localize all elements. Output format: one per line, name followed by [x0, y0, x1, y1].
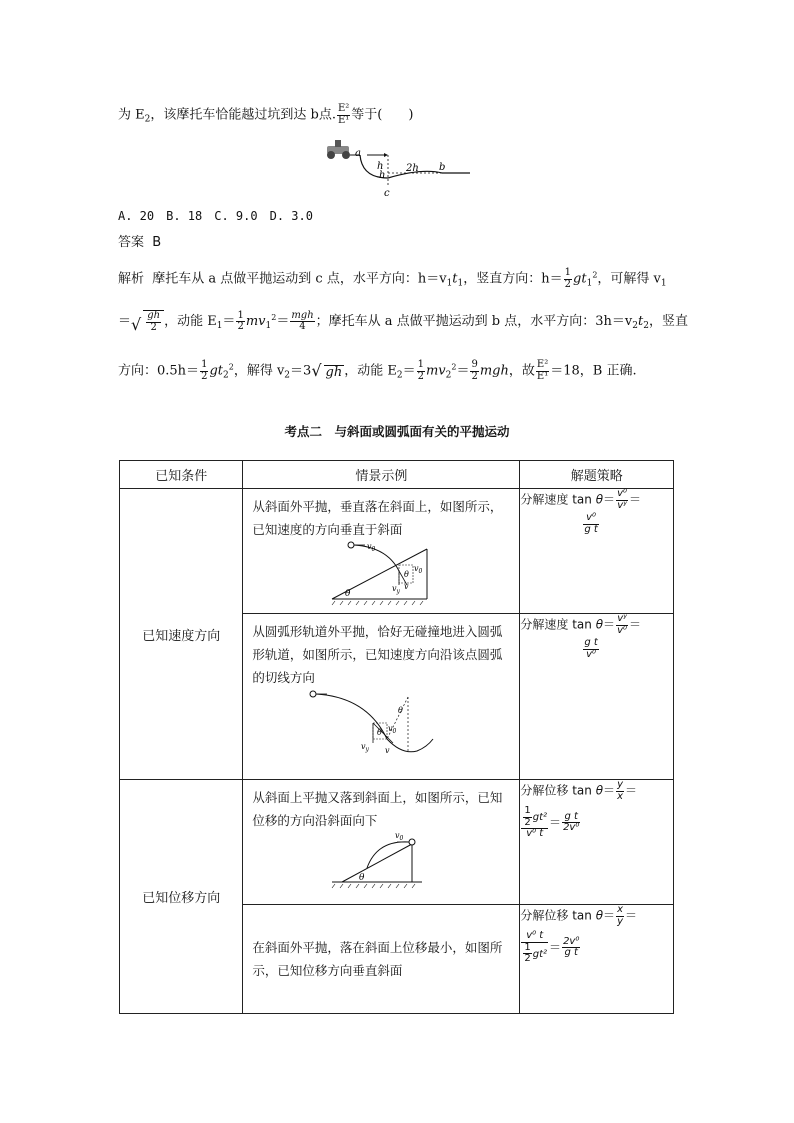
- nine: 9: [471, 359, 478, 370]
- sqrt-gh-2: [131, 310, 164, 333]
- analysis-label: 解析: [118, 271, 145, 287]
- strategy-prefix: 分解速度 tan: [520, 492, 592, 507]
- frac-half-4: [417, 360, 425, 382]
- analysis-l2a: ＝: [118, 314, 132, 329]
- num: g t: [562, 812, 580, 824]
- strategy-cell: [520, 614, 674, 780]
- sub-t2: 2: [643, 321, 649, 331]
- theta: θ: [595, 908, 604, 923]
- table-row: [120, 489, 674, 614]
- v0-label: $v_0$: [395, 832, 404, 842]
- question-frac-den: E¹: [337, 114, 350, 126]
- options: A. 20 B. 18 C. 9.0 D. 3.0: [118, 209, 313, 223]
- strategy-line: 分解速度 tan θ＝ $\frac{\text{vʸ}}{\text{v⁰}}$ ＝: [520, 613, 642, 636]
- question-prefix-sub: 2: [144, 114, 151, 125]
- num: v⁰ t: [521, 931, 548, 943]
- frac-half-1: [564, 268, 572, 290]
- analysis-l2b: ，动能 E: [164, 314, 217, 329]
- den: $\frac{1}{2}$ gt²: [524, 941, 548, 964]
- sub-v2c: 2: [445, 370, 452, 381]
- incline-perpendicular-diagram: [247, 541, 517, 607]
- t1: t: [452, 271, 458, 287]
- analysis-l2d: ，竖直: [648, 314, 688, 329]
- frac-num: 1: [201, 359, 208, 370]
- sym-t2: t: [637, 314, 644, 329]
- num: y: [617, 779, 623, 790]
- strategy-line: 分解位移 tan θ＝ $\frac{y}{x}$ ＝: [520, 779, 637, 802]
- analysis-l3e: ＝18，B 正确.: [550, 363, 637, 379]
- frac-mgh-4: [290, 311, 314, 333]
- label-h-top: h: [377, 161, 384, 172]
- label-b: b: [439, 162, 446, 173]
- sub-1: 1: [446, 278, 453, 289]
- answer-label: 答案: [118, 235, 145, 250]
- label-2h: 2h: [406, 163, 419, 174]
- question-prefix: 为 E: [118, 107, 145, 123]
- sub-e1: 1: [216, 321, 223, 331]
- frac-num: 1: [237, 309, 244, 321]
- strategy-prefix: 分解位移 tan: [520, 908, 592, 923]
- answer-line: [118, 236, 161, 249]
- scene-text: 从斜面上平抛又落到斜面上，如图所示，已知位移的方向沿斜面向下: [252, 790, 503, 828]
- theta-label: θ: [345, 589, 351, 599]
- den: v⁰ t: [526, 828, 544, 839]
- v0-label-2: $v_0$: [414, 564, 423, 575]
- scene-cell: [243, 614, 520, 780]
- strategy-prefix: 分解位移 tan: [520, 783, 592, 798]
- frac-den-e: E¹: [536, 370, 549, 382]
- sym-t: t: [581, 271, 587, 287]
- analysis-l3c: ，动能 E: [344, 363, 397, 379]
- label-a: a: [355, 148, 361, 159]
- strategy-line-2: v⁰ t $\frac{1}{2}$ gt² ＝ $\frac{\text{2v⁰}}{\text{g t}}$: [520, 931, 673, 965]
- header-scene: 情景示例: [243, 461, 520, 489]
- theta-label-2: θ: [377, 728, 383, 737]
- vy-label: $v_y$: [392, 584, 401, 595]
- question-end: 等于( ): [351, 107, 414, 123]
- sub-v1: 1: [660, 278, 667, 289]
- frac-y-x: [616, 780, 624, 802]
- strategy-line-2: [520, 638, 673, 660]
- strategy-cell: [520, 905, 674, 1014]
- mgh: mgh: [291, 309, 314, 321]
- theta: θ: [595, 783, 604, 798]
- strategy-line-2: $\frac{1}{2}$ gt² v⁰ t ＝ $\frac{\text{g t}}{\text{2v⁰}}$: [520, 806, 673, 840]
- scene-text: 从圆弧形轨道外平抛，恰好无碰撞地进入圆弧形轨道，如图所示，已知速度方向沿该点圆弧的切线方向: [252, 624, 503, 685]
- frac-v0-gt: [583, 513, 598, 535]
- sym-g: g: [573, 271, 582, 287]
- section-title: 考点二 与斜面或圆弧面有关的平抛运动: [284, 424, 510, 439]
- v0-label: $v_0$: [388, 724, 397, 735]
- condition-velocity: 已知速度方向: [120, 489, 243, 780]
- frac-den: 2: [201, 370, 208, 382]
- strategy-line: 分解速度 tan θ＝ $\frac{\text{v⁰}}{\text{vʸ}}$ ＝: [520, 488, 642, 511]
- theta: θ: [595, 492, 604, 507]
- sub-v1b: 1: [265, 321, 272, 331]
- answer-value: B: [152, 235, 162, 250]
- label-c: c: [384, 188, 390, 198]
- sub-e2: 2: [396, 370, 403, 381]
- theta-label: θ: [398, 706, 404, 715]
- d: 2: [524, 816, 531, 828]
- den: v⁰: [617, 624, 627, 636]
- v-label: v: [385, 746, 390, 755]
- sub-v2b: 2: [284, 370, 291, 381]
- mv2: mv: [425, 363, 446, 379]
- gh-3: gh: [325, 365, 343, 380]
- frac-gt-v0: [583, 638, 598, 660]
- theta-label: θ: [359, 873, 365, 883]
- strategy-line: 分解位移 tan θ＝ $\frac{x}{y}$ ＝: [520, 904, 637, 927]
- question-frac-num: E²: [337, 103, 350, 114]
- analysis-line-1: [118, 268, 667, 290]
- table-row: [120, 780, 674, 905]
- frac-half-2: [236, 311, 244, 333]
- strategy-table: [119, 460, 674, 1014]
- theta-label-2: θ: [404, 570, 410, 579]
- scene-text: 从斜面外平抛，垂直落在斜面上，如图所示，已知速度的方向垂直于斜面: [252, 499, 503, 537]
- frac-den: 2: [564, 278, 572, 290]
- motorcycle-figure: [322, 138, 472, 198]
- n: 1: [524, 805, 531, 816]
- label-h-bottom: h: [379, 170, 386, 181]
- den: 2v⁰: [563, 822, 580, 834]
- den: y: [617, 915, 623, 927]
- table-header-row: [120, 461, 674, 489]
- frac-den: 2: [417, 370, 424, 382]
- gt2: gt: [209, 363, 223, 379]
- strategy-line-2: [520, 513, 673, 535]
- analysis-l3d: ，故: [508, 363, 535, 379]
- frac-gh-2: [146, 311, 161, 333]
- sub-t2b: 2: [222, 370, 229, 381]
- theta: θ: [595, 617, 604, 632]
- scene-cell: [243, 905, 520, 1014]
- num: vʸ: [617, 613, 627, 624]
- inner-half: [523, 806, 531, 828]
- sup-2: 2: [592, 270, 598, 280]
- den: x: [617, 790, 623, 802]
- num: v⁰: [583, 513, 598, 525]
- scene-text: 在斜面外平抛，落在斜面上位移最小，如图所示，已知位移方向垂直斜面: [252, 940, 503, 978]
- frac-den: 2: [471, 370, 478, 382]
- analysis-l2c: ；摩托车从 a 点做平抛运动到 b 点，水平方向：3h＝v: [315, 314, 633, 329]
- gt: g t: [584, 637, 598, 648]
- header-condition: 已知条件: [120, 461, 243, 489]
- gh: gh: [147, 310, 161, 321]
- den: v⁰: [586, 648, 597, 660]
- frac-num-e: E²: [536, 359, 549, 370]
- num: 2v⁰: [563, 935, 580, 947]
- mgh-2: mgh: [479, 363, 509, 379]
- sub-t1: 1: [586, 278, 593, 289]
- gt: g t: [584, 523, 598, 535]
- frac-x-y: [616, 905, 624, 927]
- incline-slope-diagram: [247, 832, 517, 894]
- frac-num: 1: [564, 267, 572, 278]
- num: x: [617, 904, 623, 915]
- scene-cell: [243, 489, 520, 614]
- sup-2b: 2: [271, 313, 277, 322]
- header-strategy: 解题策略: [520, 461, 674, 489]
- den: g t: [564, 947, 578, 959]
- num: v⁰: [617, 488, 627, 499]
- motorcycle-icon: [327, 140, 350, 159]
- question-text: ，该摩托车恰能越过坑到达 b点.: [150, 107, 336, 123]
- frac-gt-2v0: [562, 812, 580, 834]
- mv: mv: [245, 314, 266, 329]
- radical-icon: √: [131, 315, 142, 334]
- analysis-l1c: ，可解得 v: [597, 271, 661, 287]
- sup-2c: 2: [228, 362, 234, 372]
- question-fraction: [337, 104, 350, 126]
- n: 1: [524, 941, 531, 953]
- analysis-l3a: 方向：0.5h＝: [118, 363, 200, 379]
- v0-label: $v_0$: [367, 542, 376, 553]
- den: vʸ: [617, 499, 627, 511]
- inner-half: [523, 943, 531, 965]
- sup-2d: 2: [451, 362, 457, 372]
- analysis-l1a: 摩托车从 a 点做平抛运动到 c 点，水平方向：h＝v: [152, 271, 447, 287]
- v-label: v: [404, 582, 409, 591]
- scene-cell: [243, 780, 520, 905]
- radical-icon: √: [311, 361, 322, 380]
- analysis-l1b: ，竖直方向：h＝: [463, 271, 563, 287]
- frac-den: 2: [237, 321, 244, 332]
- frac-den: 2: [150, 321, 157, 333]
- num: $\frac{1}{2}$ gt²: [521, 806, 548, 829]
- sub-v2: 2: [632, 321, 638, 331]
- frac-num: 1: [417, 359, 424, 370]
- arc-track-diagram: [247, 689, 517, 764]
- frac-half-gt2-over-v0t: [521, 806, 548, 840]
- frac-v0t-over-half-gt2: [521, 931, 548, 965]
- frac-half-3: [200, 360, 208, 382]
- sqrt-gh-3: [311, 363, 344, 379]
- frac-2v0-gt: [562, 937, 580, 959]
- question-line: [118, 104, 413, 126]
- vy-label: $v_y$: [361, 742, 370, 753]
- strategy-cell: [520, 780, 674, 905]
- analysis-l3b: ，解得 v: [233, 363, 285, 379]
- d: 2: [524, 953, 531, 964]
- sub-1b: 1: [457, 278, 464, 289]
- frac-vy-v0: [616, 614, 628, 636]
- frac-e2-e1: [536, 360, 549, 382]
- analysis-line-2: ＝ √ $\frac{gh}{2}$ ，动能 $E_1=$ $\frac{1}{2}$ $mv_1^2=$ $\frac{\text{mgh}}{4}$ ；摩托车从 a 点做平抛运动到 b 点，水平方向：$3h=v_2t_2$，竖直: [118, 309, 688, 334]
- frac-9-2: [470, 360, 478, 382]
- analysis-line-3: 方向：0.5h＝ $\frac{1}{2}$ $gt_2^2$，解得 $v_2=3$ √ gh ，动能 $E_2=$ $\frac{1}{2}$ $mv_2^2=$ $\frac{9}{2}$ mgh，故 $\frac{\text{E²}}{\text{E¹}}$ ＝18，B 正确.: [118, 359, 637, 382]
- frac-v0-vy: [616, 489, 628, 511]
- strategy-prefix: 分解速度 tan: [520, 617, 592, 632]
- four: 4: [299, 321, 306, 332]
- condition-displacement: 已知位移方向: [120, 780, 243, 1014]
- strategy-cell: [520, 489, 674, 614]
